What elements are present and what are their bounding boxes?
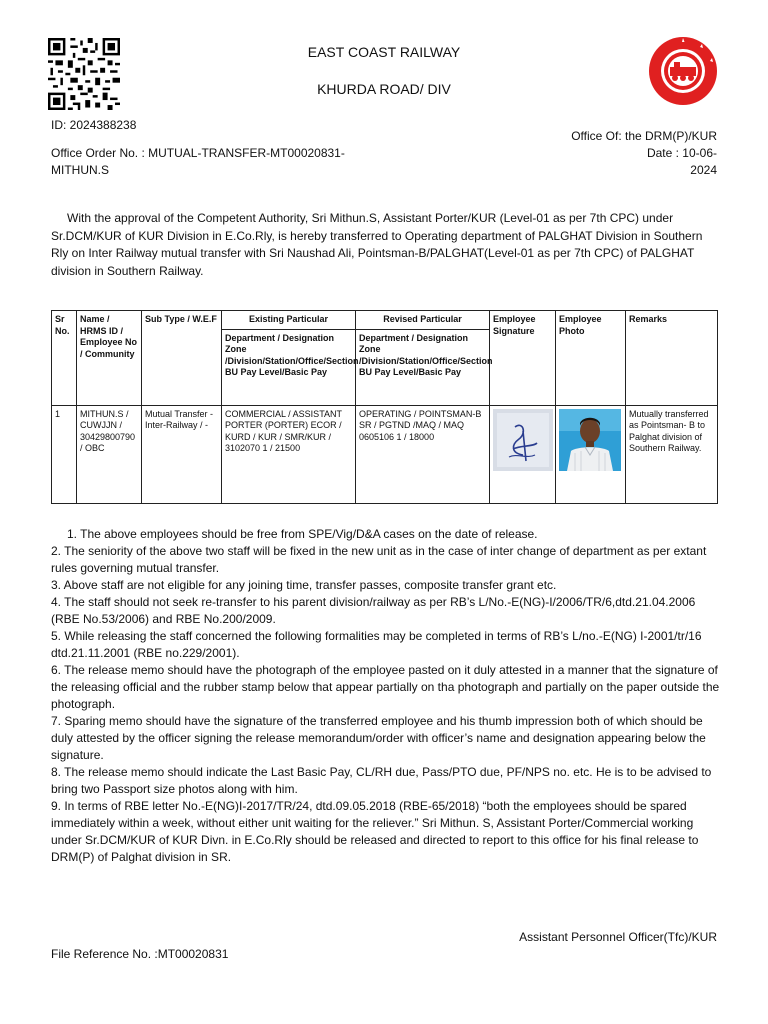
list-item: 4. The staff should not seek re-transfer to his parent division/railway as per RB’s L/No.-E(NG)-I/2006/TR/6,dtd.21.04.2006 (RBE No.53/2006) and RBE No.200/2009.	[51, 595, 696, 626]
conditions-list	[51, 526, 723, 866]
header-remarks: Remarks	[626, 311, 718, 406]
header-subtype: Sub Type / W.E.F	[142, 311, 222, 406]
existing-subheader: Department / Designation Zone /Division/Station/Office/Section BU Pay Level/Basic Pay	[222, 329, 356, 405]
order-date-line-2: 2024	[690, 163, 717, 177]
signatory-designation: Assistant Personnel Officer(Tfc)/KUR	[519, 930, 717, 944]
table-row	[52, 405, 718, 503]
division-title: KHURDA ROAD/ DIV	[317, 81, 451, 97]
cell-photo	[556, 405, 626, 503]
list-item: 8. The release memo should indicate the Last Basic Pay, CL/RH due, Pass/PTO due, PF/NPS no. etc. He is to be advised to bring two Passport size photos along with him.	[51, 765, 712, 796]
office-order-number	[51, 145, 451, 179]
list-item: 1. The above employees should be free from SPE/Vig/D&A cases on the date of release.	[67, 527, 538, 541]
cell-sr: 1	[52, 405, 77, 503]
office-order-line-2: MITHUN.S	[51, 163, 109, 177]
document-id: ID: 2024388238	[51, 118, 137, 132]
transfer-table	[51, 310, 718, 504]
header-existing: Existing Particular	[222, 311, 356, 330]
cell-remarks: Mutually transferred as Pointsman- B to Palghat division of Southern Railway.	[626, 405, 718, 503]
body-paragraph: With the approval of the Competent Authority, Sri Mithun.S, Assistant Porter/KUR (Level-01 as per 7th CPC) under Sr.DCM/KUR of KUR Division in E.Co.Rly, is hereby transferred to Operating department of PALGHAT Division in Southern Rly on Inter Railway mutual transfer with Sri Naushad Ali, Pointsman-B/PALGHAT(Level-01 as per 7th CPC) of PALGHAT division in Southern Railway.	[51, 211, 703, 278]
office-order-line-1: Office Order No. : MUTUAL-TRANSFER-MT00020831-	[51, 146, 345, 160]
list-item: 5. While releasing the staff concerned the following formalities may be completed in terms of RB’s L/no.-E(NG) I-2001/tr/16 dtd.21.11.2001 (RBE no.229/2001).	[51, 629, 702, 660]
header-name: Name / HRMS ID / Employee No / Community	[77, 311, 142, 406]
cell-revised: OPERATING / POINTSMAN-B SR / PGTND /MAQ / MAQ 0605106 1 / 18000	[356, 405, 490, 503]
header-sr-no: Sr No.	[52, 311, 77, 406]
list-item: 3. Above staff are not eligible for any joining time, transfer passes, composite transfer grant etc.	[51, 578, 557, 592]
cell-existing: COMMERCIAL / ASSISTANT PORTER (PORTER) ECOR / KURD / KUR / SMR/KUR / 3102070 1 / 21500	[222, 405, 356, 503]
file-reference: File Reference No. :MT00020831	[51, 947, 229, 961]
cell-signature	[490, 405, 556, 503]
employee-signature-image	[493, 409, 553, 471]
header-photo: Employee Photo	[556, 311, 626, 406]
list-item: 7. Sparing memo should have the signature of the transferred employee and his thumb impression both of which should be duly attested by the officer signing the release memorandum/order with officer’s name and designation appearing below the signature.	[51, 714, 706, 762]
order-date-line-1: Date : 10-06-	[646, 146, 717, 160]
office-of: Office Of: the DRM(P)/KUR	[571, 129, 717, 143]
revised-subheader: Department / Designation Zone /Division/Station/Office/Section BU Pay Level/Basic Pay	[356, 329, 490, 405]
cell-name: MITHUN.S / CUWJJN / 30429800790 / OBC	[77, 405, 142, 503]
list-item: 9. In terms of RBE letter No.-E(NG)I-2017/TR/24, dtd.09.05.2018 (RBE-65/2018) “both the employees should be spared immediately within a week, without either unit waiting for the reliever.” Sri Mithun. S, Assistant Porter/Commercial working under Sr.DCM/KUR of KUR Divn. in E.Co.Rly should be released and directed to report to this office for his final release to DRM(P) of Palghat division in SR.	[51, 799, 699, 864]
cell-subtype: Mutual Transfer - Inter-Railway / -	[142, 405, 222, 503]
list-item: 6. The release memo should have the photograph of the employee pasted on it duly attested in a manner that the signature of the releasing official and the rubber stamp below that appear partially on tha photograph and partially on the paper outside the photograph.	[51, 663, 720, 711]
employee-photo	[559, 409, 621, 471]
header-signature: Employee Signature	[490, 311, 556, 406]
list-item: 2. The seniority of the above two staff will be fixed in the new unit as in the case of inter change of department as per extant rules governing mutual transfer.	[51, 544, 707, 575]
header-revised: Revised Particular	[356, 311, 490, 330]
order-date	[560, 145, 717, 179]
org-title: EAST COAST RAILWAY	[307, 44, 461, 60]
